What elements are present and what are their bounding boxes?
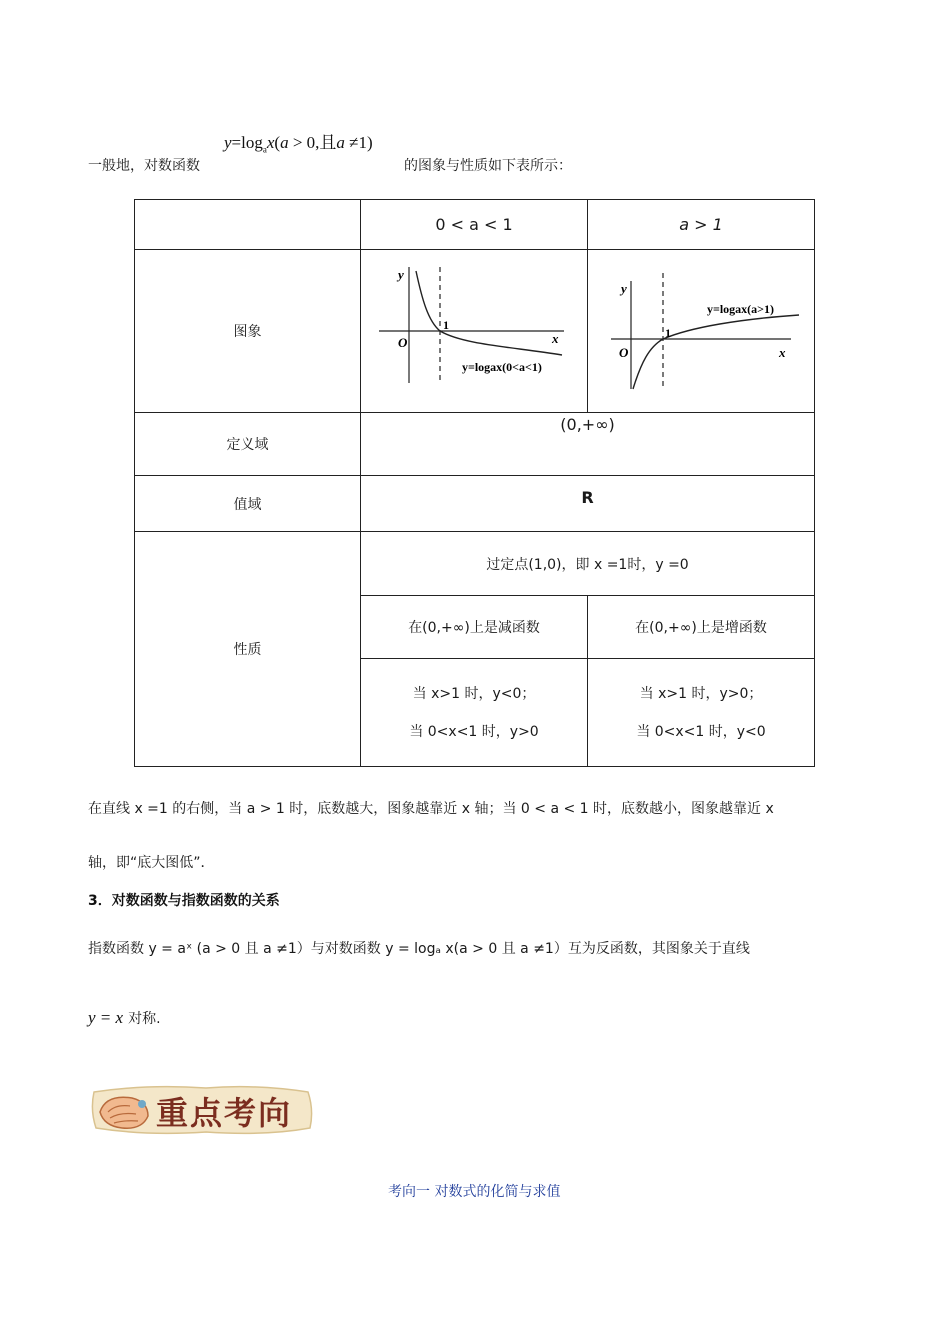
g1-one: 1 (443, 318, 450, 332)
intro-lead: 一般地，对数函数 (88, 158, 200, 174)
row-range-label: 值域 (135, 476, 361, 532)
header-case1: 0 < a < 1 (361, 200, 588, 250)
sign-case2 (588, 659, 815, 767)
line-y-equals-x: y = x (88, 1008, 124, 1027)
g2-caption: y=logax(a>1) (707, 302, 775, 316)
note-line2: 轴，即“底大图低”． (88, 855, 215, 871)
fixed-point: 过定点(1,0)，即 x =1时，y =0 (361, 532, 815, 596)
sign-case1-b: 当 0<x<1 时，y>0 (409, 723, 539, 740)
g1-axis-y: y (398, 267, 404, 282)
sign-case2-a: 当 x>1 时，y>0； (639, 685, 763, 702)
topic-heading: 考向一 对数式的化简与求值 (388, 1184, 561, 1200)
g1-caption: y=logax(0<a<1) (462, 360, 542, 374)
sign-case1 (361, 659, 588, 767)
domain-value: (0,+∞) (361, 413, 815, 476)
banner-text: 重点考向 (156, 1094, 293, 1132)
g2-origin: O (619, 345, 629, 360)
graph-case1-cell (361, 250, 588, 413)
row-graph-label: 图象 (135, 250, 361, 413)
sign-case1-a: 当 x>1 时，y<0； (412, 685, 536, 702)
g1-origin: O (398, 335, 408, 350)
row-domain-label: 定义域 (135, 413, 361, 476)
header-case2: a > 1 (588, 200, 815, 250)
graph-case2-cell (588, 250, 815, 413)
symmetry-text: 对称. (128, 1011, 161, 1027)
g2-one: 1 (665, 326, 671, 340)
intro-formula: $y=\log_ax(a > 0$,且a ≠1) (224, 133, 373, 155)
graph-decreasing-log (364, 259, 584, 399)
note-line1: 在直线 x =1 的右侧，当 a > 1 时，底数越大，图象越靠近 x 轴；当 0 < a < 1 时，底数越小，图象越靠近 x (88, 801, 774, 817)
g1-axis-x: x (552, 331, 559, 346)
monotonic-case2: 在(0,+∞)上是增函数 (588, 596, 815, 659)
intro-tail: 的图象与性质如下表所示： (404, 158, 572, 174)
corner-cell (135, 200, 361, 250)
g2-axis-y: y (621, 281, 627, 296)
section3-body-line1: 指数函数 y = aˣ (a > 0 且 a ≠1）与对数函数 y = logₐ x(a > 0 且 a ≠1）互为反函数，其图象关于直线 (88, 941, 750, 957)
key-points-banner (86, 1082, 316, 1138)
section3-title: 3．对数函数与指数函数的关系 (88, 893, 280, 909)
graph-increasing-log (591, 259, 811, 399)
conch-shell-icon (100, 1097, 148, 1128)
log-properties-table (134, 199, 815, 767)
row-props-label: 性质 (135, 532, 361, 767)
sign-case2-b: 当 0<x<1 时，y<0 (636, 723, 766, 740)
section3-body-line2 (88, 1008, 161, 1028)
monotonic-case1: 在(0,+∞)上是减函数 (361, 596, 588, 659)
g2-axis-x: x (779, 345, 786, 360)
range-value: R (361, 476, 815, 532)
